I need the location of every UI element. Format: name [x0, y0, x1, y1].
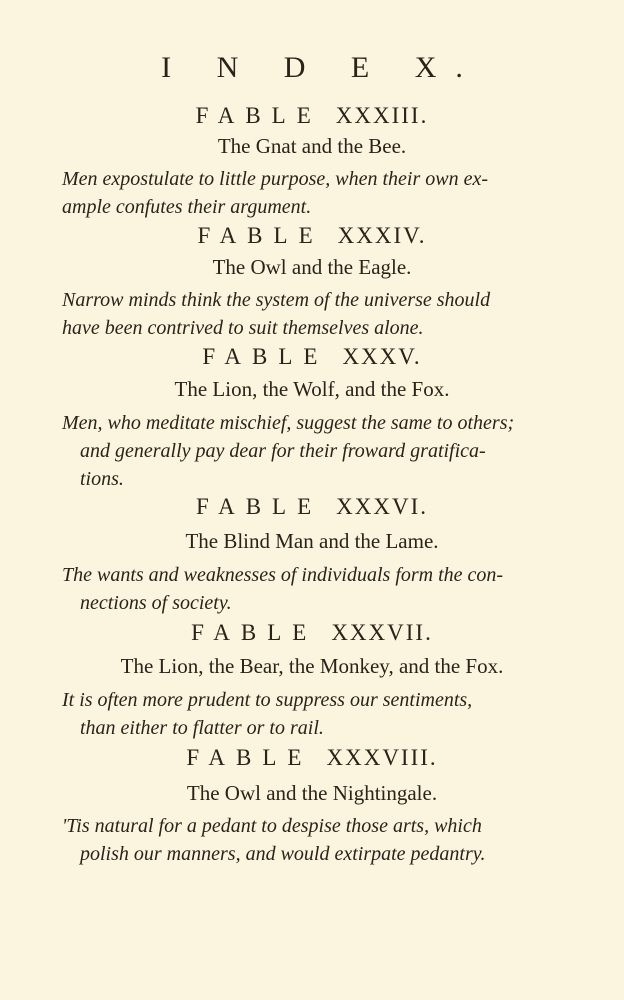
- fable-title: The Lion, the Wolf, and the Fox.: [174, 377, 450, 401]
- fable-moral: [62, 165, 540, 221]
- fable-label: FABLE: [196, 494, 323, 519]
- fable-title: The Owl and the Nightingale.: [186, 781, 438, 805]
- fable-number: XXXV.: [342, 344, 422, 369]
- moral-line: It is often more prudent to suppress our sentiments,: [62, 689, 473, 711]
- moral-line: 'Tis natural for a pedant to despise those arts, which: [62, 815, 482, 837]
- fable-label: FABLE: [186, 745, 313, 770]
- fable-heading: [0, 743, 624, 773]
- fable-heading: [0, 492, 624, 522]
- fable-label: FABLE: [191, 620, 318, 645]
- fable-heading: [0, 618, 624, 648]
- fable-moral: [62, 409, 540, 493]
- moral-line: polish our manners, and would extirpate pedantry.: [80, 843, 486, 865]
- moral-line: have been contrived to suit themselves alone.: [62, 317, 424, 339]
- fable-title: The Owl and the Eagle.: [212, 255, 412, 279]
- fable-number: XXXVII.: [331, 620, 433, 645]
- fable-number: XXXIII.: [335, 103, 429, 128]
- fable-heading: [0, 221, 624, 251]
- moral-line: Men expostulate to little purpose, when their own ex-: [62, 168, 489, 190]
- fable-number: XXXIV.: [337, 223, 427, 248]
- fable-number: XXXVIII.: [326, 745, 438, 770]
- moral-line: and generally pay dear for their froward gratifica-: [80, 440, 486, 462]
- fable-moral: [62, 561, 540, 617]
- fable-label: FABLE: [202, 344, 329, 369]
- moral-line: Men, who meditate mischief, suggest the same to others;: [62, 412, 515, 434]
- moral-line: Narrow minds think the system of the universe should: [62, 289, 491, 311]
- moral-line: The wants and weaknesses of individuals form the con-: [62, 564, 504, 586]
- moral-line: nections of society.: [80, 592, 232, 614]
- fable-heading: [0, 101, 624, 131]
- fable-heading: [0, 342, 624, 372]
- fable-label: FABLE: [197, 223, 324, 248]
- index-title: I N D E X.: [161, 51, 482, 84]
- fable-title: The Gnat and the Bee.: [217, 134, 407, 158]
- fable-moral: [62, 812, 540, 868]
- moral-line: tions.: [80, 468, 124, 490]
- moral-line: than either to flatter or to rail.: [80, 717, 324, 739]
- fable-number: XXXVI.: [336, 494, 428, 519]
- fable-label: FABLE: [195, 103, 322, 128]
- fable-moral: [62, 286, 540, 342]
- fable-moral: [62, 686, 540, 742]
- fable-title: The Blind Man and the Lame.: [185, 529, 439, 553]
- moral-line: ample confutes their argument.: [62, 196, 312, 218]
- fable-title: The Lion, the Bear, the Monkey, and the Fox.: [120, 654, 504, 678]
